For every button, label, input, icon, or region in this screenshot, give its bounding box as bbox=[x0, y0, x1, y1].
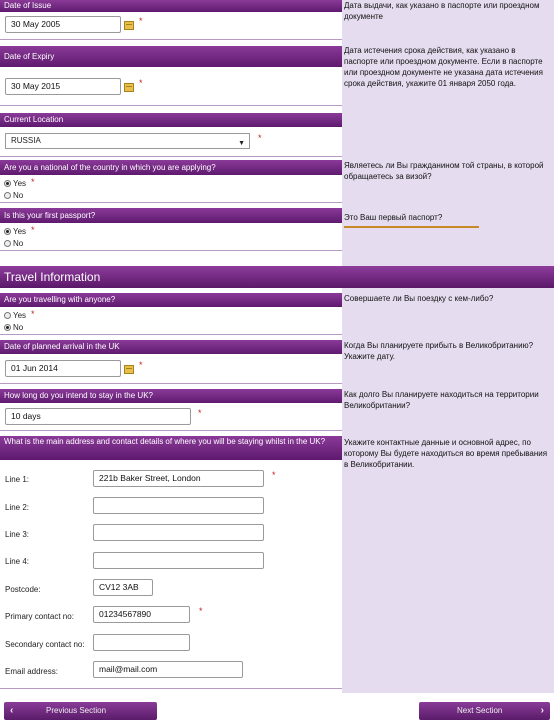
current-location-header: Current Location bbox=[0, 113, 342, 127]
email-input[interactable]: mail@mail.com bbox=[93, 661, 243, 678]
line2-label: Line 2: bbox=[5, 503, 30, 512]
date-of-issue-input[interactable]: 30 May 2005 bbox=[5, 16, 121, 33]
postcode-input[interactable]: CV12 3AB bbox=[93, 579, 153, 596]
line4-input[interactable] bbox=[93, 552, 264, 569]
chevron-right-icon: › bbox=[540, 705, 544, 716]
date-of-expiry-input[interactable]: 30 May 2015 bbox=[5, 78, 121, 95]
first-passport-no-radio[interactable] bbox=[4, 240, 11, 247]
current-location-value: RUSSIA bbox=[11, 136, 41, 145]
calendar-icon[interactable] bbox=[124, 365, 134, 374]
date-of-expiry-help: Дата истечения срока действия, как указано в паспорте или проездном документе. Если в паспорте или проездном документе не указана дата истечения срока действия, укажите 01 января 2050 года. bbox=[344, 46, 543, 88]
primary-contact-input[interactable]: 01234567890 bbox=[93, 606, 190, 623]
travelling-with-yes-label: Yes bbox=[13, 311, 27, 320]
help-underline bbox=[344, 226, 479, 228]
required-mark: * bbox=[139, 360, 143, 370]
national-yes-radio[interactable] bbox=[4, 180, 11, 187]
address-body bbox=[0, 460, 342, 689]
national-help: Являетесь ли Вы гражданином той страны, в которой обращаетесь за визой? bbox=[344, 161, 544, 181]
date-of-issue-header: Date of Issue bbox=[0, 0, 342, 12]
travelling-with-body bbox=[0, 307, 342, 335]
travelling-with-no-radio[interactable] bbox=[4, 324, 11, 331]
required-mark: * bbox=[258, 133, 262, 143]
first-passport-header: Is this your first passport? bbox=[0, 208, 342, 223]
email-label: Email address: bbox=[5, 667, 58, 676]
national-body bbox=[0, 175, 342, 203]
line4-label: Line 4: bbox=[5, 557, 30, 566]
secondary-contact-label: Secondary contact no: bbox=[5, 640, 85, 649]
required-mark: * bbox=[199, 606, 203, 616]
first-passport-no-label: No bbox=[13, 239, 24, 248]
date-of-issue-help: Дата выдачи, как указано в паспорте или проездном документе bbox=[344, 1, 540, 21]
calendar-icon[interactable] bbox=[124, 21, 134, 30]
primary-contact-label: Primary contact no: bbox=[5, 612, 74, 621]
required-mark: * bbox=[198, 408, 202, 418]
required-mark: * bbox=[31, 177, 35, 187]
first-passport-yes-radio[interactable] bbox=[4, 228, 11, 235]
calendar-icon[interactable] bbox=[124, 83, 134, 92]
current-location-select[interactable] bbox=[5, 133, 250, 149]
stay-length-header: How long do you intend to stay in the UK? bbox=[0, 389, 342, 403]
national-no-radio[interactable] bbox=[4, 192, 11, 199]
arrival-date-help: Когда Вы планируете прибыть в Великобританию? Укажите дату. bbox=[344, 341, 534, 361]
required-mark: * bbox=[31, 309, 35, 319]
line1-label: Line 1: bbox=[5, 475, 30, 484]
travelling-with-yes-radio[interactable] bbox=[4, 312, 11, 319]
postcode-label: Postcode: bbox=[5, 585, 41, 594]
travelling-with-header: Are you travelling with anyone? bbox=[0, 293, 342, 307]
section-title-travel-information: Travel Information bbox=[0, 266, 554, 288]
next-section-label: Next Section bbox=[457, 706, 503, 715]
arrival-date-header: Date of planned arrival in the UK bbox=[0, 340, 342, 354]
first-passport-body bbox=[0, 223, 342, 251]
secondary-contact-input[interactable] bbox=[93, 634, 190, 651]
line2-input[interactable] bbox=[93, 497, 264, 514]
travelling-with-help: Совершаете ли Вы поездку с кем-либо? bbox=[344, 294, 494, 303]
stay-length-help: Как долго Вы планируете находиться на территории Великобритании? bbox=[344, 390, 539, 410]
arrival-date-input[interactable]: 01 Jun 2014 bbox=[5, 360, 121, 377]
first-passport-yes-label: Yes bbox=[13, 227, 27, 236]
required-mark: * bbox=[139, 16, 143, 26]
line1-input[interactable]: 221b Baker Street, London bbox=[93, 470, 264, 487]
first-passport-help: Это Ваш первый паспорт? bbox=[344, 213, 443, 222]
national-no-label: No bbox=[13, 191, 24, 200]
next-section-button[interactable] bbox=[419, 702, 550, 720]
dropdown-arrow-icon: ▼ bbox=[238, 140, 245, 147]
chevron-left-icon: ‹ bbox=[10, 705, 14, 716]
national-yes-label: Yes bbox=[13, 179, 27, 188]
line3-input[interactable] bbox=[93, 524, 264, 541]
required-mark: * bbox=[31, 225, 35, 235]
address-help: Укажите контактные данные и основной адрес, по которому Вы будете находиться во время пребывания в Великобритании. bbox=[344, 438, 548, 469]
address-header: What is the main address and contact details of where you will be staying whilst in the UK? bbox=[0, 436, 342, 460]
line3-label: Line 3: bbox=[5, 530, 30, 539]
required-mark: * bbox=[272, 470, 276, 480]
stay-length-input[interactable]: 10 days bbox=[5, 408, 191, 425]
previous-section-button[interactable] bbox=[4, 702, 157, 720]
travelling-with-no-label: No bbox=[13, 323, 24, 332]
national-header: Are you a national of the country in which you are applying? bbox=[0, 160, 342, 175]
previous-section-label: Previous Section bbox=[46, 706, 107, 715]
date-of-expiry-header: Date of Expiry bbox=[0, 46, 342, 67]
required-mark: * bbox=[139, 78, 143, 88]
